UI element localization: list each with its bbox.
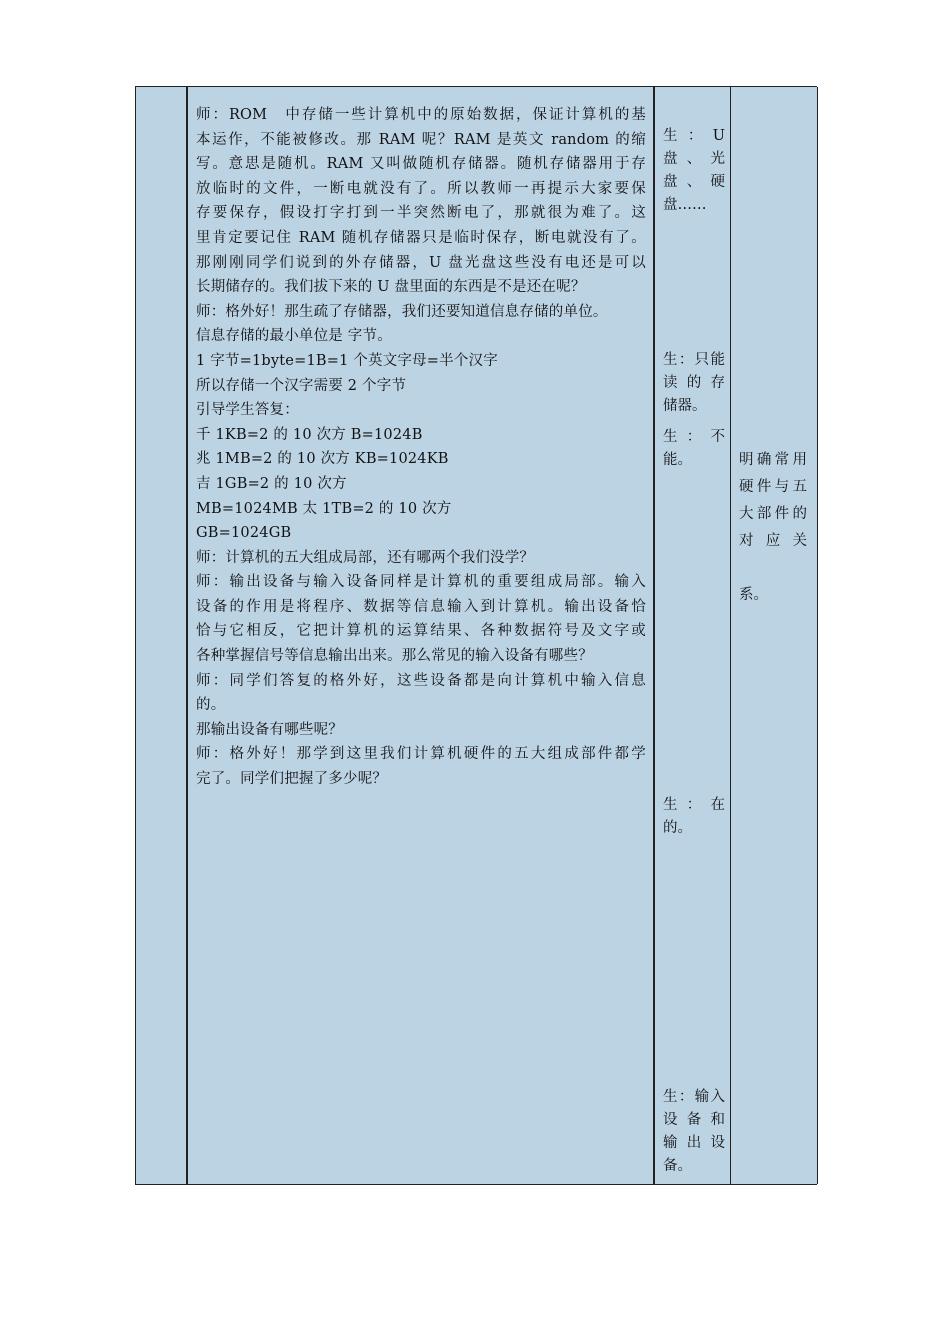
design-purpose-line: 大部件的 (739, 506, 807, 522)
student-answer-line: 生 ： 在 (663, 797, 725, 813)
teacher-line: 师：同学们答复的格外好，这些设备都是向计算机中输入信息 (196, 672, 646, 689)
teacher-line: 恰与它相反，它把计算机的运算结果、各种数据符号及文字或 (196, 623, 646, 640)
design-purpose-line (739, 555, 807, 582)
design-purpose-text (739, 447, 807, 609)
design-purpose-line: 系。 (739, 587, 768, 603)
student-answer-line: 设 备 和 (663, 1112, 725, 1128)
teacher-line: 那输出设备有哪些呢？ (196, 721, 343, 738)
student-answer (663, 125, 725, 217)
student-answer-line: 生 ： U (663, 128, 725, 144)
teacher-line: 写。意思是随机。RAM 又叫做随机存储器。随机存储器用于存 (196, 156, 646, 173)
student-answer-line: 生：只能 (663, 352, 725, 368)
student-answer (663, 426, 725, 472)
teacher-line: 存要保存，假设打字打到一半突然断电了，那就很为难了。这 (196, 205, 646, 222)
teacher-line: 各种掌握信号等信息输出出来。那么常见的输入设备有哪些？ (196, 648, 593, 665)
teacher-line: MB=1024MB 太 1TB=2 的 10 次方 (196, 500, 452, 517)
teacher-line: 的。 (196, 697, 226, 714)
teacher-line: 放临时的文件，一断电就没有了。所以教师一再提示大家要保 (196, 180, 646, 197)
teacher-line: 师：计算机的五大组成局部，还有哪两个我们没学？ (196, 549, 535, 566)
teacher-text (196, 103, 646, 792)
lesson-table (135, 86, 817, 1185)
teacher-line: 信息存储的最小单位是 字节。 (196, 328, 392, 345)
column-stage (135, 87, 187, 1184)
teacher-line: 千 1KB=2 的 10 次方 B=1024B (196, 426, 423, 443)
teacher-line: 师：输出设备与输入设备同样是计算机的重要组成局部。输入 (196, 574, 646, 591)
teacher-line: 师：格外好！那生疏了存储器，我们还要知道信息存储的单位。 (196, 303, 608, 320)
student-answer-line: 盘 、 硬 (663, 174, 725, 190)
student-answer-line: 生：输入 (663, 1089, 725, 1105)
teacher-line: 设备的作用是将程序、数据等信息输入到计算机。输出设备恰 (196, 598, 646, 615)
teacher-line: 所以存储一个汉字需要 2 个字节 (196, 377, 407, 394)
teacher-line: 师：ROM 中存储一些计算机中的原始数据，保证计算机的基 (196, 107, 646, 123)
student-answer (663, 349, 725, 418)
design-purpose-line: 对 应 关 (739, 533, 807, 549)
column-teacher-activity (186, 87, 654, 1184)
student-answer-line: 盘…… (663, 197, 707, 213)
teacher-line: 完了。同学们把握了多少呢？ (196, 771, 388, 788)
teacher-line: 那刚刚同学们说到的外存储器，U 盘光盘这些没有电还是可以 (196, 254, 646, 271)
teacher-line: 师：格外好！那学到这里我们计算机硬件的五大组成部件都学 (196, 746, 646, 763)
student-answer-line: 生 ： 不 (663, 429, 725, 445)
design-purpose-line: 明确常用 (739, 452, 807, 468)
column-design-purpose (730, 87, 818, 1184)
teacher-line: 1 字节=1byte=1B=1 个英文字母=半个汉字 (196, 352, 498, 369)
teacher-line: GB=1024GB (196, 525, 292, 542)
student-answer (663, 1086, 725, 1178)
teacher-line: 长期储存的。我们拔下来的 U 盘里面的东西是不是还在呢？ (196, 279, 586, 296)
student-answer-line: 储器。 (663, 398, 707, 414)
student-answer-line: 输 出 设 (663, 1135, 725, 1151)
teacher-line: 引导学生答复： (196, 402, 299, 419)
column-student-activity (653, 87, 731, 1184)
student-answer-line: 读 的 存 (663, 375, 725, 391)
teacher-line: 里肯定要记住 RAM 随机存储器只是临时保存，断电就没有了。 (196, 229, 646, 246)
teacher-line: 吉 1GB=2 的 10 次方 (196, 475, 347, 492)
design-purpose-line: 硬件与五 (739, 479, 807, 495)
teacher-line: 本运作，不能被修改。那 RAM 呢？RAM 是英文 random 的缩 (196, 131, 646, 148)
student-answer-line: 盘 、 光 (663, 151, 725, 167)
student-answer-line: 备。 (663, 1158, 692, 1174)
teacher-line: 兆 1MB=2 的 10 次方 KB=1024KB (196, 451, 449, 468)
student-answer-line: 的。 (663, 820, 692, 836)
student-answer (663, 794, 725, 840)
student-answer-line: 能。 (663, 452, 692, 468)
